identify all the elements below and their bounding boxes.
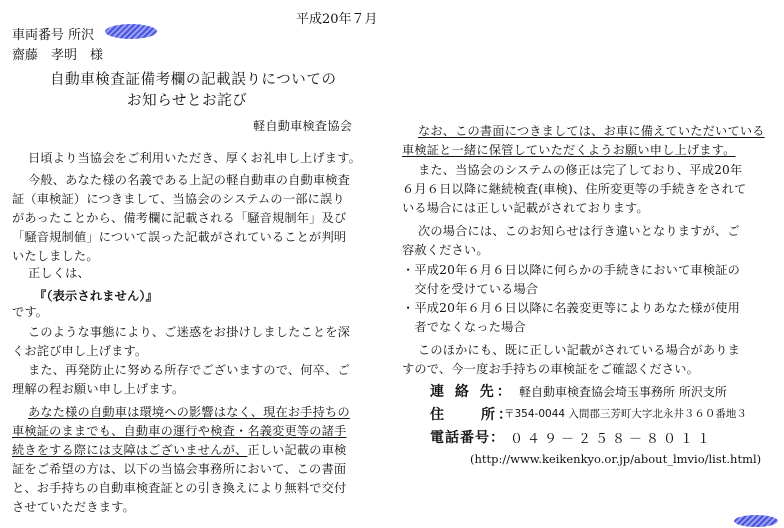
text-line: 証をご希望の方は、以下の当協会事務所において、この書面	[12, 462, 347, 476]
address-label: 住 所：	[430, 407, 515, 423]
website-link[interactable]: (http://www.keikenkyo.or.jp/about_lmvio/list.html)	[470, 452, 762, 466]
vehicle-number-label: 車両番号 所沢	[12, 28, 95, 43]
redaction-mark	[734, 515, 778, 527]
list-item: ・平成20年６月６日以降に何らかの手続きにおいて車検証の	[402, 263, 740, 277]
text-line: 「騒音規制値」について誤った記載がされていることが判明	[12, 230, 347, 244]
text-line: また、再発防止に努める所存でございますので、何卒、ご	[28, 363, 350, 377]
text-line: があったことから、備考欄に記載される「騒音規制年」及び	[12, 211, 347, 225]
text-line: いる場合には正しい記載がされております。	[402, 201, 649, 215]
underlined-text: 続きをする際には支障はございませんが、	[12, 443, 248, 457]
text-line: 証（車検証）につきまして、当協会のシステムの一部に誤り	[12, 192, 345, 206]
text-line: このほかにも、既に正しい記載がされている場合がありま	[418, 343, 741, 357]
list-item: 交付を受けている場合	[402, 282, 539, 296]
contact-office: 軽自動車検査協会埼玉事務所 所沢支所	[519, 385, 727, 399]
text-line: いたしました。	[12, 249, 99, 263]
text-line: くお詫び申し上げます。	[12, 344, 148, 358]
text-line	[12, 441, 346, 460]
document-title-line1: 自動車検査証備考欄の記載誤りについての	[50, 72, 337, 88]
text-line: すので、今一度お手持ちの車検証をご確認ください。	[402, 362, 700, 376]
phone-number: ０４９－２５８－８０１１	[510, 432, 715, 447]
contact-label: 連 絡 先：	[430, 384, 514, 400]
recipient-name: 齋藤 孝明 様	[12, 48, 104, 63]
document-date: 平成20年７月	[296, 12, 378, 27]
sender-name: 軽自動車検査協会	[253, 119, 353, 133]
text-line: あなた様の自動車は環境への影響はなく、現在お手持ちの	[28, 405, 350, 419]
text-line: 今般、あなた様の名義である上記の軽自動車の自動車検査	[28, 173, 351, 187]
text-line: 理解の程お願い申し上げます。	[12, 382, 185, 396]
text-line: です。	[12, 305, 49, 319]
list-item: 者でなくなった場合	[402, 320, 526, 334]
text-line: 次の場合には、このお知らせは行き違いとなりますが、ご	[418, 224, 740, 238]
correct-value-placeholder: 『（表示されません）』	[34, 289, 159, 303]
plain-text: 正しい記載の車検	[247, 443, 347, 457]
text-line: 車検証と一緒に保管していただくようお願い申し上げます。	[402, 143, 736, 157]
text-line: 車検証のままでも、自動車の運行や検査・名義変更等の諸手	[12, 424, 347, 438]
text-line: 容赦ください。	[402, 243, 489, 257]
text-line: 正しくは、	[28, 266, 90, 280]
text-line: また、当協会のシステムの修正は完了しており、平成20年	[418, 163, 743, 177]
phone-label: 電話番号：	[430, 430, 505, 446]
text-line: と、お手持ちの自動車検査証との引き換えにより無料で交付	[12, 481, 347, 495]
text-line: ６月６日以降に継続検査(車検)、住所変更等の手続きをされて	[402, 182, 747, 196]
redaction-mark	[105, 24, 157, 39]
text-line: なお、この書面につきましては、お車に備えていただいている	[418, 124, 765, 138]
text-line: させていただきます。	[12, 500, 135, 514]
greeting-text: 日頃より当協会をご利用いただき、厚くお礼申し上げます。	[28, 151, 361, 165]
list-item: ・平成20年６月６日以降に名義変更等によりあなた様が使用	[402, 301, 740, 315]
document-title-line2: お知らせとお詫び	[127, 93, 248, 109]
text-line: このような事態により、ご迷惑をお掛けしましたことを深	[28, 325, 351, 339]
address-value: 〒354-0044 入間郡三芳町大字北永井３６０番地３	[504, 408, 747, 420]
